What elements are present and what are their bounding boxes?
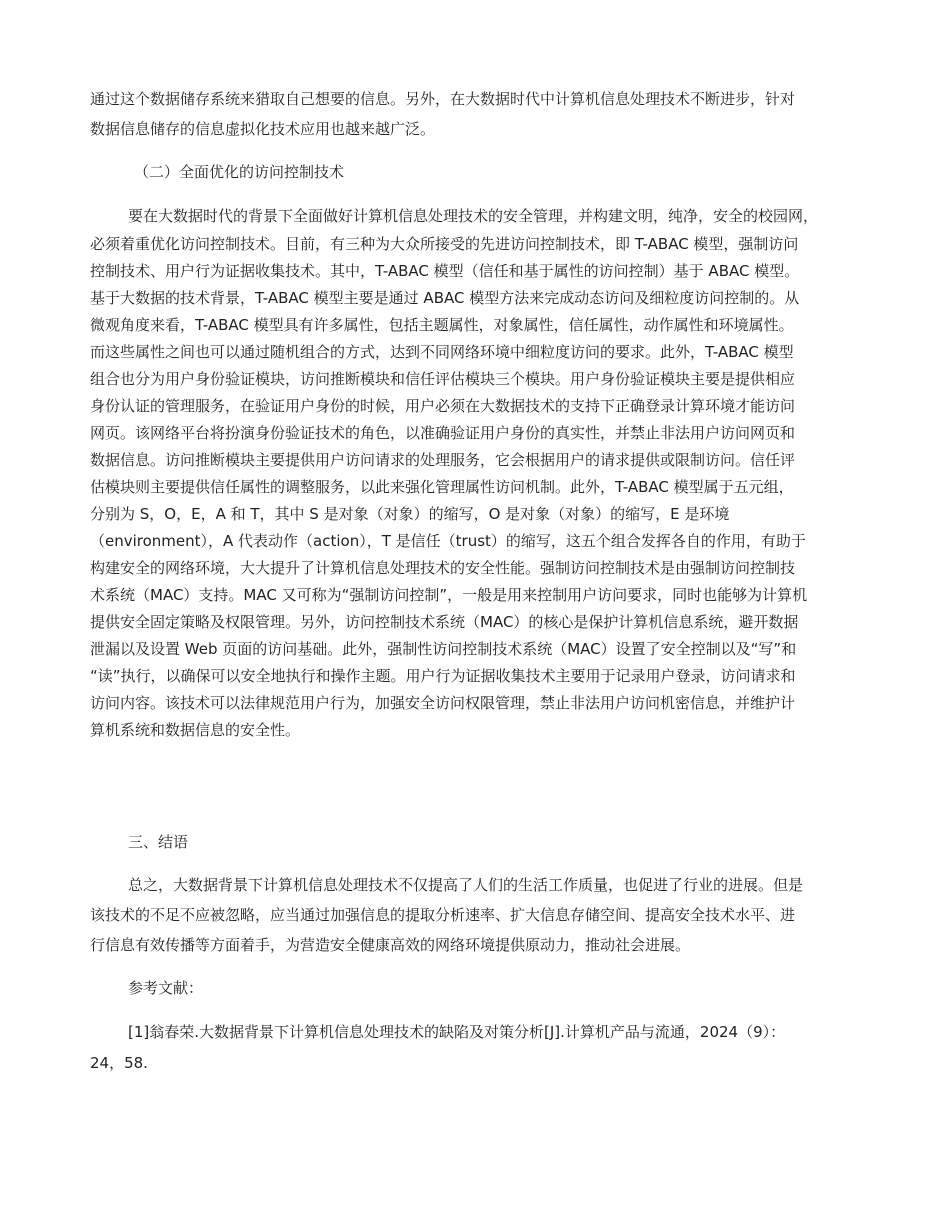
paragraph-line: 该技术的不足不应被忽略，应当通过加强信息的提取分析速率、扩大信息存储空间、提高安全技术水平、进 <box>90 906 796 924</box>
paragraph-line: 基于大数据的技术背景，T-ABAC 模型主要是通过 ABAC 模型方法来完成动态访问及细粒度访问控制的。从 <box>90 289 800 307</box>
paragraph-line: 网页。该网络平台将扮演身份验证技术的角色，以准确验证用户身份的真实性，并禁止非法用户访问网页和 <box>90 424 796 442</box>
paragraph-line: “读”执行，以确保可以安全地执行和操作主题。用户行为证据收集技术主要用于记录用户登录，访问请求和 <box>90 667 796 685</box>
paragraph-line: 构建安全的网络环境，大大提升了计算机信息处理技术的安全性能。强制访问控制技术是由强制访问控制技 <box>90 559 796 577</box>
paragraph-line: 而这些属性之间也可以通过随机组合的方式，达到不同网络环境中细粒度访问的要求。此外，T-ABAC 模型 <box>90 343 794 361</box>
paragraph-line: 总之，大数据背景下计算机信息处理技术不仅提高了人们的生活工作质量，也促进了行业的进展。但是 <box>128 876 804 894</box>
paragraph-line: 组合也分为用户身份验证模块，访问推断模块和信任评估模块三个模块。用户身份验证模块主要是提供相应 <box>90 370 796 388</box>
reference-item-continuation: 24，58. <box>90 1054 148 1072</box>
paragraph-line: 算机系统和数据信息的安全性。 <box>90 721 301 739</box>
paragraph-line: 数据信息储存的信息虚拟化技术应用也越来越广泛。 <box>90 120 436 138</box>
paragraph-line: 分别为 S，O，E，A 和 T，其中 S 是对象（对象）的缩写，O 是对象（对象）的缩写，E 是环境 <box>90 505 730 523</box>
section-heading: （二）全面优化的访问控制技术 <box>134 163 345 181</box>
conclusion-heading: 三、结语 <box>128 833 189 851</box>
paragraph-line: 通过这个数据储存系统来猎取自己想要的信息。另外，在大数据时代中计算机信息处理技术不断进步，针对 <box>90 90 796 108</box>
paragraph-line: 数据信息。访问推断模块主要提供用户访问请求的处理服务，它会根据用户的请求提供或限制访问。信任评 <box>90 451 796 469</box>
paragraph-line: （environment），A 代表动作（action），T 是信任（trust）的缩写，这五个组合发挥各自的作用，有助于 <box>90 532 806 550</box>
paragraph-line: 泄漏以及设置 Web 页面的访问基础。此外，强制性访问控制技术系统（MAC）设置了安全控制以及“写”和 <box>90 640 797 658</box>
paragraph-line: 控制技术、用户行为证据收集技术。其中，T-ABAC 模型（信任和基于属性的访问控制）基于 ABAC 模型。 <box>90 262 800 280</box>
paragraph-line: 术系统（MAC）支持。MAC 又可称为“强制访问控制”，一般是用来控制用户访问要求，同时也能够为计算机 <box>90 586 808 604</box>
reference-item: [1]翁春荣.大数据背景下计算机信息处理技术的缺陷及对策分析[J].计算机产品与流通，2024（9）： <box>128 1023 786 1041</box>
references-heading: 参考文献： <box>128 979 204 997</box>
paragraph-line: 行信息有效传播等方面着手，为营造安全健康高效的网络环境提供原动力，推动社会进展。 <box>90 936 691 954</box>
paragraph-line: 微观角度来看，T-ABAC 模型具有许多属性，包括主题属性，对象属性，信任属性，动作属性和环境属性。 <box>90 316 794 334</box>
paragraph-line: 必须着重优化访问控制技术。目前，有三种为大众所接受的先进访问控制技术，即 T-ABAC 模型，强制访问 <box>90 235 799 253</box>
paragraph-line: 访问内容。该技术可以法律规范用户行为，加强安全访问权限管理，禁止非法用户访问机密信息，并维护计 <box>90 694 796 712</box>
paragraph-line: 提供安全固定策略及权限管理。另外，访问控制技术系统（MAC）的核心是保护计算机信息系统，避开数据 <box>90 613 799 631</box>
paragraph-line: 身份认证的管理服务，在验证用户身份的时候，用户必须在大数据技术的支持下正确登录计算环境才能访问 <box>90 397 796 415</box>
paragraph-line: 要在大数据时代的背景下全面做好计算机信息处理技术的安全管理，并构建文明，纯净，安全的校园网， <box>128 207 819 225</box>
paragraph-line: 估模块则主要提供信任属性的调整服务，以此来强化管理属性访问机制。此外，T-ABAC 模型属于五元组， <box>90 478 794 496</box>
